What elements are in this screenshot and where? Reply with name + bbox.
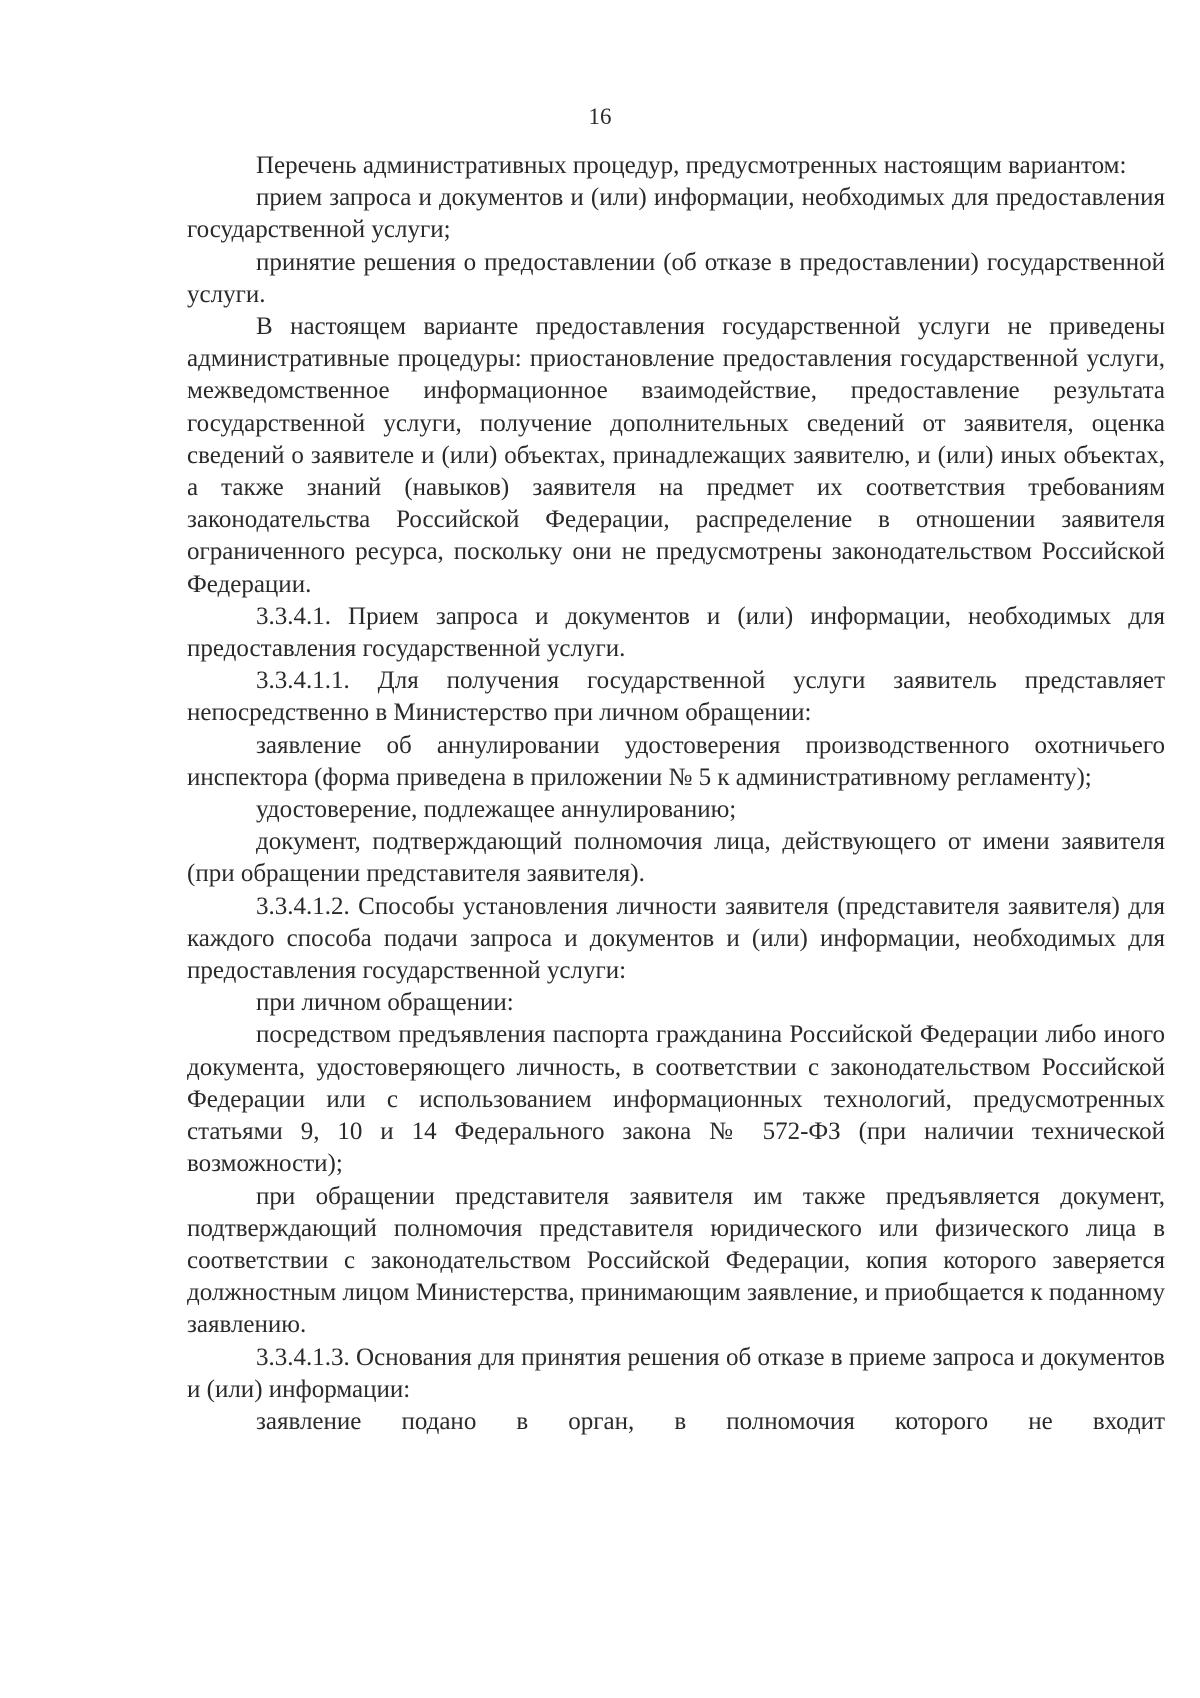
paragraph: при личном обращении: <box>256 989 514 1017</box>
paragraph: заявление об аннулировании удостоверения производственного охотничьего инспектора (форма приведена в приложении № 5 к административному регламенту); <box>187 731 1165 791</box>
paragraph: прием запроса и документов и (или) информации, необходимых для предоставления государственной услуги; <box>187 184 1165 244</box>
paragraph: В настоящем варианте предоставления государственной услуги не приведены административные процедуры: приостановление предоставления государственной услуги, межведомственное информационное взаимодействие, предоставление результата государственной услуги, получение дополнительных сведений от заявителя, оценка сведений о заявителе и (или) объектах, принадлежащих заявителю, и (или) иных объектах, а также знаний (навыков) заявителя на предмет их соответствия требованиям законодательства Российской Федерации, распределение в отношении заявителя ограниченного ресурса, поскольку они не предусмотрены законодательством Российской Федерации. <box>187 313 1165 598</box>
paragraph: заявление подано в орган, в полномочия которого не входит <box>256 1407 1165 1435</box>
paragraph: документ, подтверждающий полномочия лица, действующего от имени заявителя (при обращении представителя заявителя). <box>187 828 1165 888</box>
paragraph: принятие решения о предоставлении (об отказе в предоставлении) государственной услуги. <box>187 248 1165 308</box>
paragraph: 3.3.4.1. Прием запроса и документов и (или) информации, необходимых для предоставления государственной услуги. <box>187 602 1165 663</box>
paragraph: Перечень административных процедур, предусмотренных настоящим вариантом: <box>256 152 1127 179</box>
document-body <box>187 150 1165 1438</box>
paragraph: 3.3.4.1.3. Основания для принятия решения об отказе в приеме запроса и документов и (или) информации: <box>187 1343 1165 1403</box>
paragraph: 3.3.4.1.1. Для получения государственной услуги заявитель представляет непосредственно в Министерство при личном обращении: <box>187 667 1165 727</box>
paragraph: при обращении представителя заявителя им также предъявляется документ, подтверждающий полномочия представителя юридического или физического лица в соответствии с законодательством Российской Федерации, копия которого заверяется должностным лицом Министерства, принимающим заявление, и приобщается к поданному заявлению. <box>187 1182 1165 1339</box>
page-number: 16 <box>588 104 612 129</box>
paragraph: удостоверение, подлежащее аннулированию; <box>256 796 737 824</box>
paragraph: 3.3.4.1.2. Способы установления личности заявителя (представителя заявителя) для каждого способа подачи запроса и документов и (или) информации, необходимых для предоставления государственной услуги: <box>187 892 1165 985</box>
paragraph: посредством предъявления паспорта гражданина Российской Федерации либо иного документа, удостоверяющего личность, в соответствии с законодательством Российской Федерации или с использованием информационных технологий, предусмотренных статьями 9, 10 и 14 Федерального закона № 572-ФЗ (при наличии технической возможности); <box>187 1021 1165 1178</box>
